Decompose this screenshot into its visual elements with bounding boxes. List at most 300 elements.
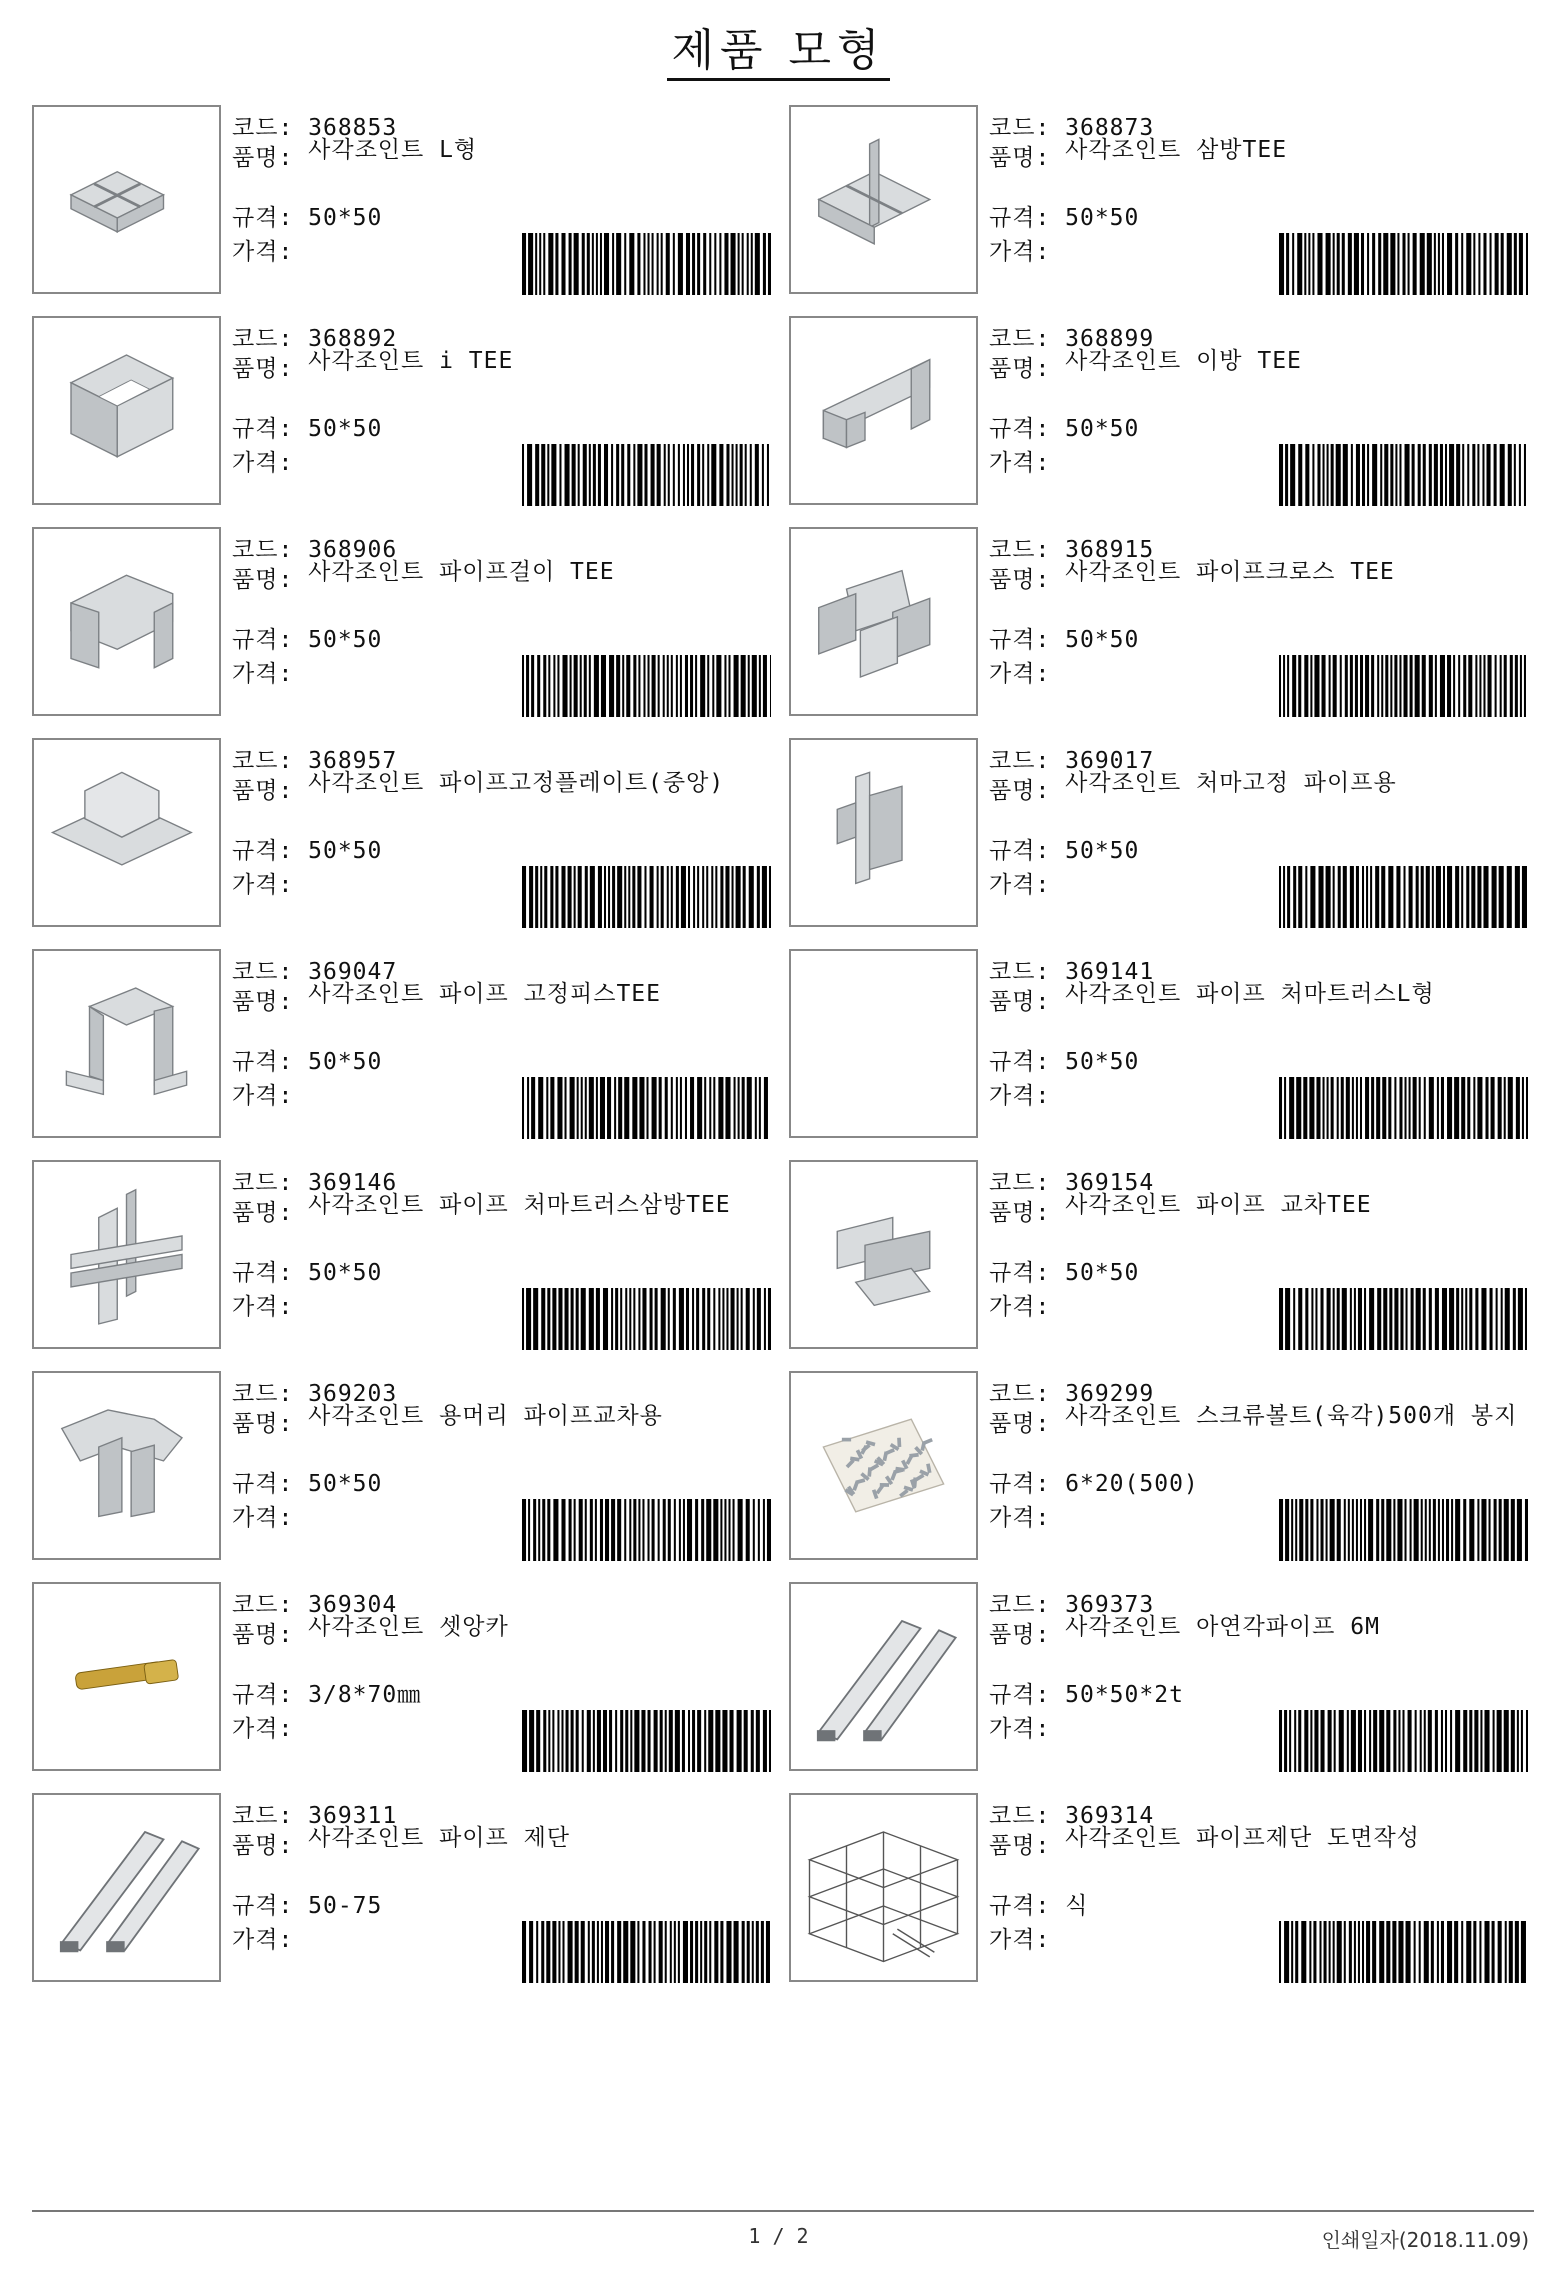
name-label: 품명: [232, 1200, 279, 1226]
separator: :: [278, 1200, 309, 1226]
code-label: 코드: [989, 1803, 1036, 1829]
price-line: [232, 1499, 293, 1532]
name-value: 사각조인트 이방 TEE: [1065, 348, 1302, 374]
product-image: [789, 316, 978, 505]
price-label: 가격: [989, 1927, 1036, 1953]
spec-value: 50*50: [1065, 416, 1140, 442]
product-card: [789, 316, 1534, 508]
name-label: 품명: [232, 145, 279, 171]
product-illustration: [791, 1584, 976, 1769]
separator: :: [278, 1803, 309, 1829]
name-label: 품명: [232, 778, 279, 804]
product-image: [32, 1371, 221, 1560]
separator: :: [278, 1893, 309, 1919]
product-illustration: [791, 1373, 976, 1558]
code-value: 369141: [1065, 959, 1155, 985]
separator: :: [278, 1083, 294, 1109]
name-line: [232, 350, 798, 383]
barcode: [522, 444, 771, 506]
separator: :: [1035, 239, 1051, 265]
spec-line: [989, 832, 1139, 865]
spec-label: 규격: [232, 1049, 279, 1075]
product-illustration: [34, 1584, 219, 1769]
code-value: 369299: [1065, 1381, 1155, 1407]
price-line: [989, 1288, 1050, 1321]
separator: :: [278, 1622, 309, 1648]
spec-line: [989, 621, 1139, 654]
separator: :: [278, 989, 309, 1015]
price-line: [989, 866, 1050, 899]
product-illustration: [791, 529, 976, 714]
spec-label: 규격: [232, 838, 279, 864]
spec-value: 50-75: [308, 1893, 383, 1919]
separator: :: [278, 115, 309, 141]
barcode: [522, 1499, 771, 1561]
name-label: 품명: [232, 1833, 279, 1859]
code-value: 369314: [1065, 1803, 1155, 1829]
spec-value: 50*50*2t: [1065, 1682, 1184, 1708]
code-label: 코드: [232, 1170, 279, 1196]
separator: :: [278, 748, 309, 774]
price-label: 가격: [989, 239, 1036, 265]
code-label: 코드: [989, 959, 1036, 985]
spec-label: 규격: [989, 1260, 1036, 1286]
separator: :: [1035, 1170, 1066, 1196]
separator: :: [278, 1682, 309, 1708]
spec-line: [232, 199, 382, 232]
name-line: [232, 561, 798, 594]
code-value: 368915: [1065, 537, 1155, 563]
separator: :: [1035, 1411, 1066, 1437]
price-label: 가격: [989, 1083, 1036, 1109]
spec-label: 규격: [989, 627, 1036, 653]
code-label: 코드: [989, 1170, 1036, 1196]
barcode: [1279, 1710, 1528, 1772]
separator: :: [1035, 450, 1051, 476]
product-card: [32, 527, 777, 719]
code-label: 코드: [989, 1381, 1036, 1407]
barcode: [1279, 1077, 1528, 1139]
separator: :: [278, 1170, 309, 1196]
code-value: 368873: [1065, 115, 1155, 141]
product-image: [32, 527, 221, 716]
name-line: [989, 350, 1555, 383]
name-label: 품명: [232, 356, 279, 382]
name-line: [232, 772, 798, 805]
product-card: [789, 527, 1534, 719]
code-value: 369203: [308, 1381, 398, 1407]
spec-label: 규격: [989, 1049, 1036, 1075]
name-line: [989, 1194, 1555, 1227]
code-label: 코드: [989, 326, 1036, 352]
code-value: 368899: [1065, 326, 1155, 352]
separator: :: [1035, 1049, 1066, 1075]
product-card: [32, 1160, 777, 1352]
separator: :: [278, 205, 309, 231]
code-value: 369017: [1065, 748, 1155, 774]
name-value: 사각조인트 파이프걸이 TEE: [308, 559, 615, 585]
price-label: 가격: [232, 1716, 279, 1742]
spec-label: 규격: [989, 1471, 1036, 1497]
separator: :: [1035, 838, 1066, 864]
name-line: [989, 1827, 1555, 1860]
separator: :: [278, 537, 309, 563]
spec-line: [989, 1465, 1199, 1498]
barcode: [1279, 866, 1528, 928]
product-card: [32, 105, 777, 297]
product-image: [32, 105, 221, 294]
spec-line: [232, 410, 382, 443]
price-line: [232, 866, 293, 899]
product-illustration: [34, 107, 219, 292]
code-value: 368906: [308, 537, 398, 563]
name-value: 사각조인트 파이프제단 도면작성: [1065, 1825, 1420, 1851]
spec-label: 규격: [232, 205, 279, 231]
spec-value: 50*50: [308, 1049, 383, 1075]
separator: :: [1035, 1294, 1051, 1320]
name-line: [989, 1405, 1555, 1438]
separator: :: [1035, 748, 1066, 774]
separator: :: [1035, 205, 1066, 231]
product-illustration: [34, 951, 219, 1136]
product-image: [789, 1582, 978, 1771]
code-label: 코드: [232, 1381, 279, 1407]
product-card: [32, 1582, 777, 1774]
product-image: [32, 949, 221, 1138]
name-label: 품명: [989, 1622, 1036, 1648]
code-label: 코드: [232, 959, 279, 985]
barcode: [1279, 1288, 1528, 1350]
product-card: [32, 316, 777, 508]
separator: :: [278, 450, 294, 476]
spec-line: [989, 1887, 1088, 1920]
barcode: [1279, 233, 1528, 295]
product-illustration: [791, 107, 976, 292]
name-value: 사각조인트 처마고정 파이프용: [1065, 770, 1397, 796]
name-value: 사각조인트 L형: [308, 137, 478, 163]
barcode: [1279, 1499, 1528, 1561]
name-label: 품명: [232, 567, 279, 593]
separator: :: [1035, 1592, 1066, 1618]
spec-value: 3/8*70㎜: [308, 1682, 422, 1708]
price-label: 가격: [232, 450, 279, 476]
price-line: [989, 233, 1050, 266]
name-line: [989, 139, 1555, 172]
product-image: [32, 1582, 221, 1771]
product-illustration: [34, 740, 219, 925]
product-illustration: [791, 951, 976, 1136]
separator: :: [1035, 1381, 1066, 1407]
spec-value: 50*50: [308, 627, 383, 653]
barcode: [1279, 1921, 1528, 1983]
code-label: 코드: [232, 326, 279, 352]
product-card: [789, 1371, 1534, 1563]
barcode: [1279, 655, 1528, 717]
spec-line: [989, 1676, 1184, 1709]
product-card: [789, 1582, 1534, 1774]
spec-value: 50*50: [308, 1471, 383, 1497]
code-label: 코드: [232, 115, 279, 141]
name-line: [232, 139, 798, 172]
product-card: [32, 949, 777, 1141]
separator: :: [1035, 1083, 1051, 1109]
name-value: 사각조인트 셋앙카: [308, 1614, 509, 1640]
barcode: [522, 655, 771, 717]
name-value: 사각조인트 스크류볼트(육각)500개 봉지: [1065, 1403, 1518, 1429]
product-card: [789, 738, 1534, 930]
separator: :: [278, 1294, 294, 1320]
price-label: 가격: [989, 1294, 1036, 1320]
name-label: 품명: [989, 145, 1036, 171]
product-image: [32, 1793, 221, 1982]
price-label: 가격: [232, 1083, 279, 1109]
price-label: 가격: [232, 1294, 279, 1320]
spec-label: 규격: [989, 205, 1036, 231]
separator: :: [1035, 1505, 1051, 1531]
name-line: [989, 1616, 1555, 1649]
spec-line: [232, 1254, 382, 1287]
price-line: [232, 655, 293, 688]
product-image: [789, 738, 978, 927]
price-label: 가격: [989, 1505, 1036, 1531]
separator: :: [278, 778, 309, 804]
spec-value: 50*50: [308, 205, 383, 231]
barcode: [522, 1921, 771, 1983]
code-label: 코드: [232, 748, 279, 774]
barcode: [1279, 444, 1528, 506]
price-label: 가격: [989, 661, 1036, 687]
code-value: 369047: [308, 959, 398, 985]
separator: :: [1035, 145, 1066, 171]
product-card: [789, 105, 1534, 297]
spec-value: 50*50: [308, 838, 383, 864]
spec-label: 규격: [232, 627, 279, 653]
code-value: 368892: [308, 326, 398, 352]
name-label: 품명: [989, 356, 1036, 382]
name-label: 품명: [232, 989, 279, 1015]
separator: :: [278, 838, 309, 864]
name-value: 사각조인트 i TEE: [308, 348, 514, 374]
name-value: 사각조인트 파이프크로스 TEE: [1065, 559, 1395, 585]
product-illustration: [34, 1162, 219, 1347]
spec-value: 6*20(500): [1065, 1471, 1199, 1497]
product-image: [789, 1371, 978, 1560]
price-line: [232, 233, 293, 266]
name-line: [989, 772, 1555, 805]
spec-value: 50*50: [1065, 1049, 1140, 1075]
product-card: [32, 1371, 777, 1563]
price-label: 가격: [232, 239, 279, 265]
separator: :: [1035, 1471, 1066, 1497]
spec-label: 규격: [232, 1893, 279, 1919]
product-image: [32, 316, 221, 505]
separator: :: [1035, 872, 1051, 898]
separator: :: [1035, 661, 1051, 687]
price-label: 가격: [232, 1927, 279, 1953]
code-value: 368853: [308, 115, 398, 141]
price-label: 가격: [989, 1716, 1036, 1742]
spec-label: 규격: [232, 1471, 279, 1497]
product-illustration: [791, 740, 976, 925]
price-line: [989, 1921, 1050, 1954]
separator: :: [278, 416, 309, 442]
price-label: 가격: [232, 1505, 279, 1531]
price-line: [232, 444, 293, 477]
name-value: 사각조인트 파이프 제단: [308, 1825, 571, 1851]
code-value: 369146: [308, 1170, 398, 1196]
price-line: [989, 444, 1050, 477]
spec-value: 50*50: [1065, 838, 1140, 864]
separator: :: [1035, 1893, 1066, 1919]
code-label: 코드: [989, 748, 1036, 774]
price-line: [989, 1710, 1050, 1743]
code-label: 코드: [232, 1592, 279, 1618]
separator: :: [1035, 326, 1066, 352]
name-line: [232, 983, 798, 1016]
barcode: [522, 233, 771, 295]
code-value: 369373: [1065, 1592, 1155, 1618]
product-card: [789, 1793, 1534, 1985]
product-illustration: [791, 1162, 976, 1347]
name-line: [232, 1405, 798, 1438]
separator: :: [1035, 1622, 1066, 1648]
name-line: [232, 1194, 798, 1227]
spec-label: 규격: [989, 1682, 1036, 1708]
name-label: 품명: [232, 1411, 279, 1437]
code-value: 369154: [1065, 1170, 1155, 1196]
separator: :: [278, 661, 294, 687]
separator: :: [1035, 1716, 1051, 1742]
product-image: [32, 738, 221, 927]
spec-value: 50*50: [1065, 1260, 1140, 1286]
separator: :: [278, 1716, 294, 1742]
separator: :: [278, 959, 309, 985]
barcode: [522, 1077, 771, 1139]
spec-line: [232, 1887, 382, 1920]
code-label: 코드: [989, 115, 1036, 141]
product-illustration: [34, 1373, 219, 1558]
separator: :: [1035, 1200, 1066, 1226]
separator: :: [1035, 959, 1066, 985]
separator: :: [1035, 537, 1066, 563]
spec-value: 식: [1065, 1893, 1089, 1919]
code-value: 369311: [308, 1803, 398, 1829]
barcode: [522, 866, 771, 928]
spec-label: 규격: [232, 416, 279, 442]
code-label: 코드: [232, 537, 279, 563]
separator: :: [278, 1411, 309, 1437]
spec-value: 50*50: [308, 416, 383, 442]
separator: :: [1035, 1803, 1066, 1829]
product-illustration: [791, 318, 976, 503]
product-image: [789, 105, 978, 294]
page-number: 1 / 2: [748, 2224, 809, 2248]
product-image: [32, 1160, 221, 1349]
page-title: 제품 모형: [0, 14, 1557, 78]
spec-label: 규격: [232, 1682, 279, 1708]
price-line: [232, 1710, 293, 1743]
spec-line: [232, 1465, 382, 1498]
name-line: [232, 1616, 798, 1649]
spec-value: 50*50: [308, 1260, 383, 1286]
name-value: 사각조인트 파이프 처마트러스L형: [1065, 981, 1435, 1007]
spec-line: [232, 832, 382, 865]
product-image: [789, 1160, 978, 1349]
spec-line: [989, 410, 1139, 443]
spec-line: [989, 199, 1139, 232]
product-illustration: [34, 318, 219, 503]
separator: :: [1035, 1682, 1066, 1708]
separator: :: [1035, 115, 1066, 141]
name-label: 품명: [989, 989, 1036, 1015]
price-line: [232, 1288, 293, 1321]
separator: :: [278, 1505, 294, 1531]
product-card: [32, 1793, 777, 1985]
separator: :: [278, 1049, 309, 1075]
separator: :: [278, 326, 309, 352]
code-label: 코드: [989, 537, 1036, 563]
separator: :: [278, 627, 309, 653]
separator: :: [1035, 356, 1066, 382]
spec-line: [232, 1676, 421, 1709]
spec-line: [989, 1043, 1139, 1076]
name-label: 품명: [989, 567, 1036, 593]
separator: :: [278, 1260, 309, 1286]
separator: :: [1035, 1927, 1051, 1953]
name-label: 품명: [989, 778, 1036, 804]
separator: :: [1035, 1833, 1066, 1859]
price-label: 가격: [989, 450, 1036, 476]
separator: :: [278, 356, 309, 382]
spec-value: 50*50: [1065, 627, 1140, 653]
product-image: [789, 1793, 978, 1982]
name-line: [989, 561, 1555, 594]
separator: :: [1035, 1260, 1066, 1286]
price-line: [989, 1499, 1050, 1532]
separator: :: [278, 872, 294, 898]
separator: :: [278, 239, 294, 265]
separator: :: [1035, 989, 1066, 1015]
name-value: 사각조인트 삼방TEE: [1065, 137, 1288, 163]
spec-line: [232, 1043, 382, 1076]
spec-value: 50*50: [1065, 205, 1140, 231]
footer-divider: [32, 2210, 1534, 2212]
product-illustration: [34, 1795, 219, 1980]
barcode: [522, 1288, 771, 1350]
separator: :: [278, 1381, 309, 1407]
price-label: 가격: [989, 872, 1036, 898]
separator: :: [278, 567, 309, 593]
name-value: 사각조인트 파이프고정플레이트(중앙): [308, 770, 725, 796]
separator: :: [1035, 778, 1066, 804]
spec-label: 규격: [232, 1260, 279, 1286]
spec-label: 규격: [989, 416, 1036, 442]
product-illustration: [791, 1795, 976, 1980]
separator: :: [278, 145, 309, 171]
product-image: [789, 527, 978, 716]
separator: :: [278, 1927, 294, 1953]
name-label: 품명: [989, 1833, 1036, 1859]
separator: :: [278, 1471, 309, 1497]
name-label: 품명: [232, 1622, 279, 1648]
name-value: 사각조인트 파이프 고정피스TEE: [308, 981, 661, 1007]
barcode: [522, 1710, 771, 1772]
name-value: 사각조인트 파이프 처마트러스삼방TEE: [308, 1192, 731, 1218]
product-card: [789, 949, 1534, 1141]
separator: :: [1035, 567, 1066, 593]
price-label: 가격: [232, 872, 279, 898]
separator: :: [1035, 627, 1066, 653]
